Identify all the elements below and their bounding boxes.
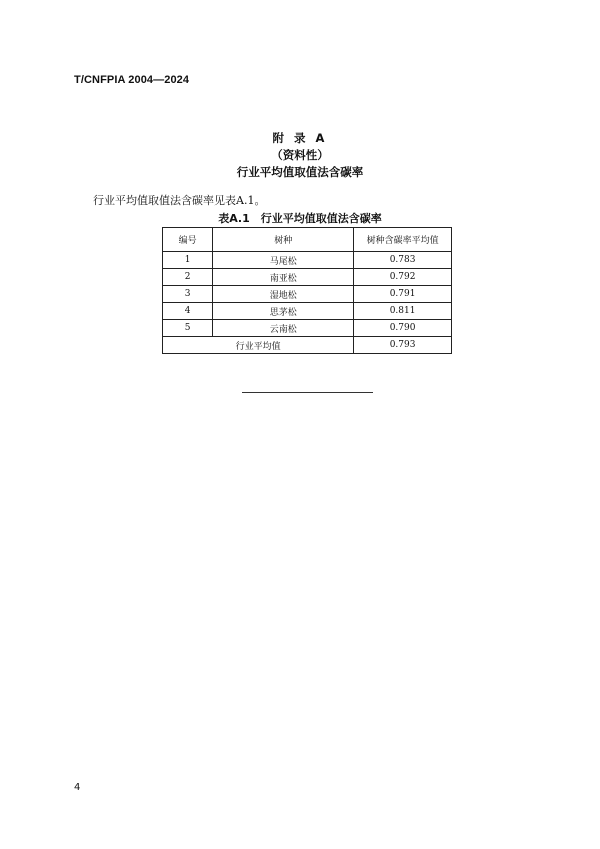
table-row: [163, 252, 452, 269]
table-caption: 表A.1 行业平均值取值法含碳率: [218, 212, 382, 225]
row-number: 2: [163, 269, 213, 286]
appendix-type: （资料性）: [271, 148, 329, 162]
header-species: 树种: [213, 228, 354, 252]
row-number: 3: [163, 286, 213, 303]
summary-label: 行业平均值: [163, 337, 354, 354]
row-value: 0.811: [354, 303, 452, 320]
summary-row: [163, 337, 452, 354]
table-row: [163, 303, 452, 320]
intro-paragraph: 行业平均值取值法含碳率见表A.1。: [93, 194, 266, 207]
appendix-label: 附 录 A: [272, 131, 328, 145]
row-value: 0.791: [354, 286, 452, 303]
header-average-value: 树种含碳率平均值: [354, 228, 452, 252]
table-row: [163, 269, 452, 286]
row-species: 南亚松: [213, 269, 354, 286]
row-species: 湿地松: [213, 286, 354, 303]
row-value: 0.792: [354, 269, 452, 286]
table-header-row: [163, 228, 452, 252]
document-code: T/CNFPIA 2004—2024: [74, 74, 190, 86]
row-species: 马尾松: [213, 252, 354, 269]
end-divider: [242, 392, 373, 393]
row-number: 5: [163, 320, 213, 337]
row-value: 0.790: [354, 320, 452, 337]
row-species: 思茅松: [213, 303, 354, 320]
row-value: 0.783: [354, 252, 452, 269]
carbon-content-table: [162, 227, 452, 354]
row-number: 1: [163, 252, 213, 269]
header-number: 编号: [163, 228, 213, 252]
row-species: 云南松: [213, 320, 354, 337]
table-row: [163, 320, 452, 337]
row-number: 4: [163, 303, 213, 320]
summary-value: 0.793: [354, 337, 452, 354]
table-row: [163, 286, 452, 303]
appendix-title: 行业平均值取值法含碳率: [236, 165, 364, 179]
page-number: 4: [74, 782, 81, 793]
